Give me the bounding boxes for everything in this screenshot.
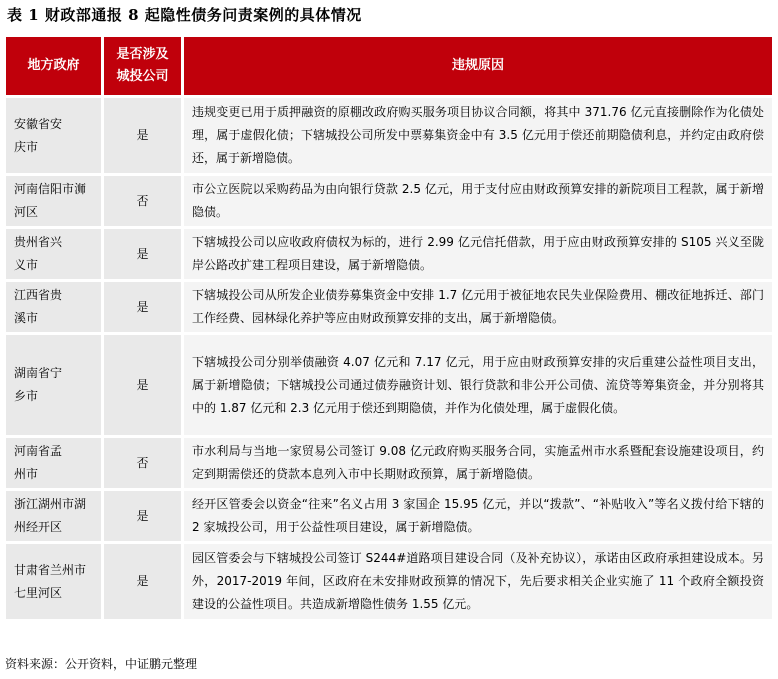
table-row: [6, 282, 772, 332]
region-text: 浙江湖州市湖州经开区: [14, 497, 87, 534]
involves-cell: 是: [104, 229, 184, 279]
region-cell: [6, 282, 104, 332]
involves-cell: 是: [104, 491, 184, 541]
reason-cell: 园区管委会与下辖城投公司签订 S244#道路项目建设合同（及补充协议），承诺由区政府承担建设成本。另外，2017-2019 年间，区政府在未安排财政预算的情况下，先后要求相关企业实施了 11 个政府全额投资建设的公益性项目。共造成新增隐性债务 1.55 亿元。: [184, 544, 772, 619]
region-text: 安徽省安庆市: [14, 116, 63, 154]
region-cell: [6, 335, 104, 435]
involves-cell: 否: [104, 438, 184, 488]
reason-cell: 违规变更已用于质押融资的原棚改政府购买服务项目协议合同额，将其中 371.76 亿元直接删除作为化债处理，属于虚假化债；下辖城投公司所发中票募集资金中有 3.5 亿元用于偿还前期隐债利息，并约定由政府偿还，属于新增隐债。: [184, 98, 772, 173]
violation-cases-table: [6, 34, 772, 622]
header-reason: 违规原因: [184, 37, 772, 95]
reason-cell: 市公立医院以采购药品为由向银行贷款 2.5 亿元，用于支付应由财政预算安排的新院项目工程款，属于新增隐债。: [184, 176, 772, 226]
region-text: 甘肃省兰州市七里河区: [14, 562, 87, 600]
table-row: [6, 229, 772, 279]
region-text: 贵州省兴义市: [14, 235, 63, 272]
table-header-row: [6, 37, 772, 95]
table-title: 表 1 财政部通报 8 起隐性债务问责案例的具体情况: [7, 6, 362, 24]
region-cell: [6, 491, 104, 541]
table-row: [6, 544, 772, 619]
table-row: [6, 438, 772, 488]
involves-cell: 否: [104, 176, 184, 226]
involves-cell: 是: [104, 335, 184, 435]
involves-cell: 是: [104, 98, 184, 173]
region-text: 江西省贵溪市: [14, 288, 63, 325]
region-cell: [6, 438, 104, 488]
header-involves: [104, 37, 184, 95]
reason-cell: 下辖城投公司从所发企业债券募集资金中安排 1.7 亿元用于被征地农民失业保险费用、棚改征地拆迁、部门工作经费、园林绿化养护等应由财政预算安排的支出，属于新增隐债。: [184, 282, 772, 332]
involves-cell: 是: [104, 544, 184, 619]
region-text: 河南信阳市浉河区: [14, 182, 87, 219]
region-cell: [6, 98, 104, 173]
source-note: 资料来源：公开资料，中证鹏元整理: [5, 657, 198, 671]
involves-cell: 是: [104, 282, 184, 332]
region-text: 湖南省宁乡市: [14, 366, 63, 403]
reason-cell: 市水利局与当地一家贸易公司签订 9.08 亿元政府购买服务合同，实施孟州市水系暨配套设施建设项目，约定到期需偿还的贷款本息列入市中长期财政预算，属于新增隐债。: [184, 438, 772, 488]
header-involves-text: 是否涉及城投公司: [116, 47, 169, 84]
header-region: 地方政府: [6, 37, 104, 95]
table-row: [6, 491, 772, 541]
reason-cell: 经开区管委会以资金“往来”名义占用 3 家国企 15.95 亿元，并以“拨款”、“补贴收入”等名义拨付给下辖的 2 家城投公司，用于公益性项目建设，属于新增隐债。: [184, 491, 772, 541]
region-cell: [6, 544, 104, 619]
reason-cell: 下辖城投公司以应收政府债权为标的，进行 2.99 亿元信托借款，用于应由财政预算安排的 S105 兴义至陇岸公路改扩建工程项目建设，属于新增隐债。: [184, 229, 772, 279]
region-cell: [6, 229, 104, 279]
region-cell: [6, 176, 104, 226]
table-row: [6, 176, 772, 226]
region-text: 河南省孟州市: [14, 444, 63, 481]
reason-cell: 下辖城投公司分别举债融资 4.07 亿元和 7.17 亿元，用于应由财政预算安排的灾后重建公益性项目支出，属于新增隐债；下辖城投公司通过债券融资计划、银行贷款和非公开公司债、流贷等筹集资金，并分别将其中的 1.87 亿元和 2.3 亿元用于偿还到期隐债，并作为化债处理，属于虚假化债。: [184, 335, 772, 435]
table-row: [6, 335, 772, 435]
table-row: [6, 98, 772, 173]
